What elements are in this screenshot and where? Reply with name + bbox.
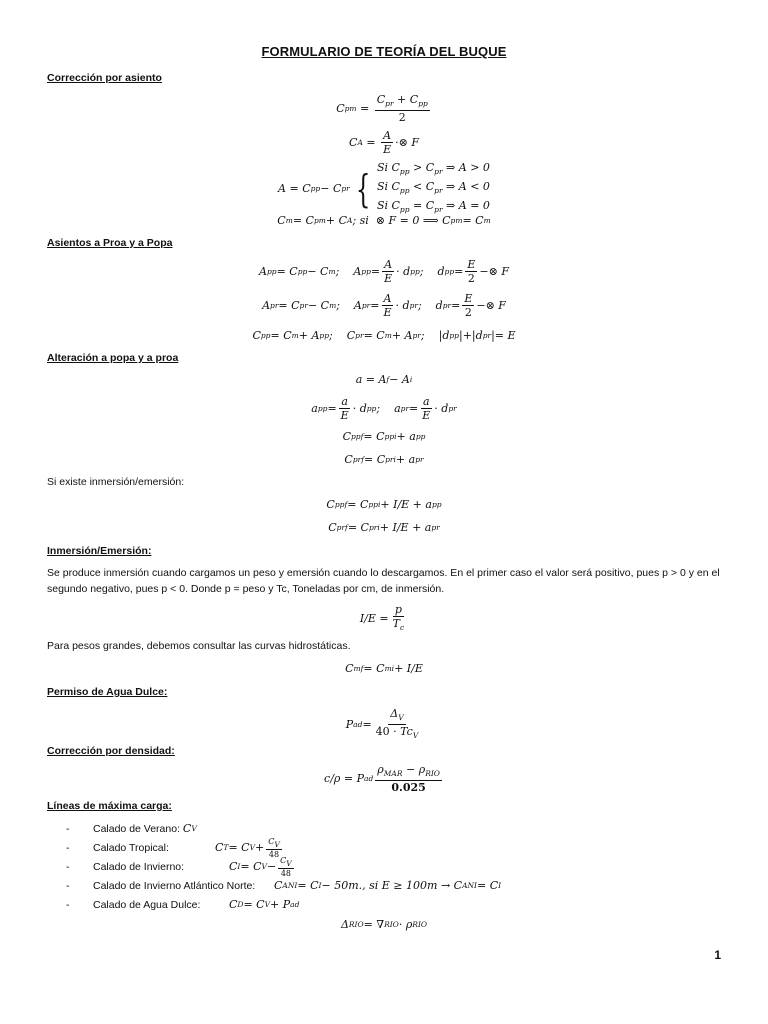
formula-cprf-ie: C prf = C pri + I/E + a pr	[328, 521, 440, 534]
formula-pad: P ad = $\frac{\Delta_V}{40 \cdot Tc_V}$	[345, 707, 419, 740]
bullet-label: Calado de Verano:	[93, 822, 180, 835]
formula-asiento-casos: A = C pp − C pr { Si $C_{pp} > C_{pr}$ ⇒ A > 0 Si $C_{pp} < C_{pr}$ ⇒ A < 0 Si $C_{pp} = C_{pr}$ ⇒ A = 0	[278, 161, 490, 214]
formula-cpm: C pm = $\frac{C_{pr} + C_{pp}}{2}$	[336, 93, 428, 124]
formula-cppf: C ppf = C ppi + a pp	[342, 430, 426, 443]
list-item: - Calado de Verano: C V	[66, 822, 197, 835]
formula-cppf-ie: C ppf = C ppi + I/E + a pp	[326, 498, 442, 511]
formula-apr: A pr = C pr − C m ; A pr = $\frac{A}{E}$ · d pr ; d pr = $\frac{E}{2}$ −⊗ F	[262, 292, 506, 319]
section-alteracion: Alteración a popa y a proa	[47, 352, 179, 364]
formula-calados: C pp = C m + A pp ; C pr = C m + A pr ; | d pp | + | d pr | = E	[252, 329, 516, 342]
section-correccion-asiento: Corrección por asiento	[47, 72, 162, 84]
formula-delta-rio: Δ RIO = ∇ RIO · ρ RIO	[340, 918, 428, 931]
formula-densidad: c/ρ = P ad $\frac{\rho_{MAR} - \rho_{RIO}}{0.025}$	[324, 763, 440, 794]
formula-ca: C A = $\frac{A}{E}$ ·⊗ F	[349, 129, 419, 156]
formula-cm: C m = C pm + C A ; si ⊗ F = 0 ⟹ C pm = C m	[277, 214, 491, 227]
page-title: FORMULARIO DE TEORÍA DEL BUQUE	[261, 44, 507, 59]
bullet-label: Calado Tropical:	[93, 841, 169, 854]
list-item: - Calado de Agua Dulce: C D = C V + P ad	[66, 898, 300, 911]
formula-app: A pp = C pp − C m ; A pp = $\frac{A}{E}$ · d pp ; d pp = $\frac{E}{2}$ −⊗ F	[259, 258, 509, 285]
list-item: - Calado Tropical: C T = C V + $\frac{C_V}{48}$	[66, 836, 280, 859]
section-lineas: Líneas de máxima carga:	[47, 800, 172, 812]
section-densidad: Corrección por densidad:	[47, 745, 175, 757]
formula-a: a = A f − A i	[355, 373, 413, 386]
bullet-list	[66, 819, 501, 914]
list-item: - Calado de Invierno: C I = C V − $\frac{C_V}{48}$	[66, 855, 292, 878]
list-item: - Calado de Invierno Atlántico Norte: C ANI = C I − 50m., si E ≥ 100m → C ANI = C I	[66, 879, 502, 892]
formula-ie: I/E = $\frac{p}{T_c}$	[359, 603, 405, 632]
section-permiso: Permiso de Agua Dulce:	[47, 686, 168, 698]
formula-cprf: C prf = C pri + a pr	[344, 453, 424, 466]
formula-cmf: C mf = C mi + I/E	[345, 662, 423, 675]
text-pesos-grandes: Para pesos grandes, debemos consultar las curvas hidrostáticas.	[47, 640, 351, 652]
text-si-existe: Si existe inmersión/emersión:	[47, 476, 185, 488]
section-inmersion: Inmersión/Emersión:	[47, 545, 152, 557]
formula-alteraciones: a pp = $\frac{a}{E}$ · d pp ; a pr = $\frac{a}{E}$ · d pr	[311, 395, 457, 422]
text-inmersion-parrafo: Se produce inmersión cuando cargamos un peso y emersión cuando lo descargamos. En el primer caso el valor será positivo, pues p > 0 y en el segundo negativo, pues p < 0. Donde p = peso y Tc, Toneladas por cm, de inmersión.	[47, 567, 720, 595]
bullet-label: Calado de Invierno:	[93, 860, 185, 873]
bullet-label: Calado de Agua Dulce:	[93, 898, 201, 911]
page-number: 1	[714, 948, 721, 962]
section-asientos: Asientos a Proa y a Popa	[47, 237, 173, 249]
bullet-label: Calado de Invierno Atlántico Norte:	[93, 879, 256, 892]
